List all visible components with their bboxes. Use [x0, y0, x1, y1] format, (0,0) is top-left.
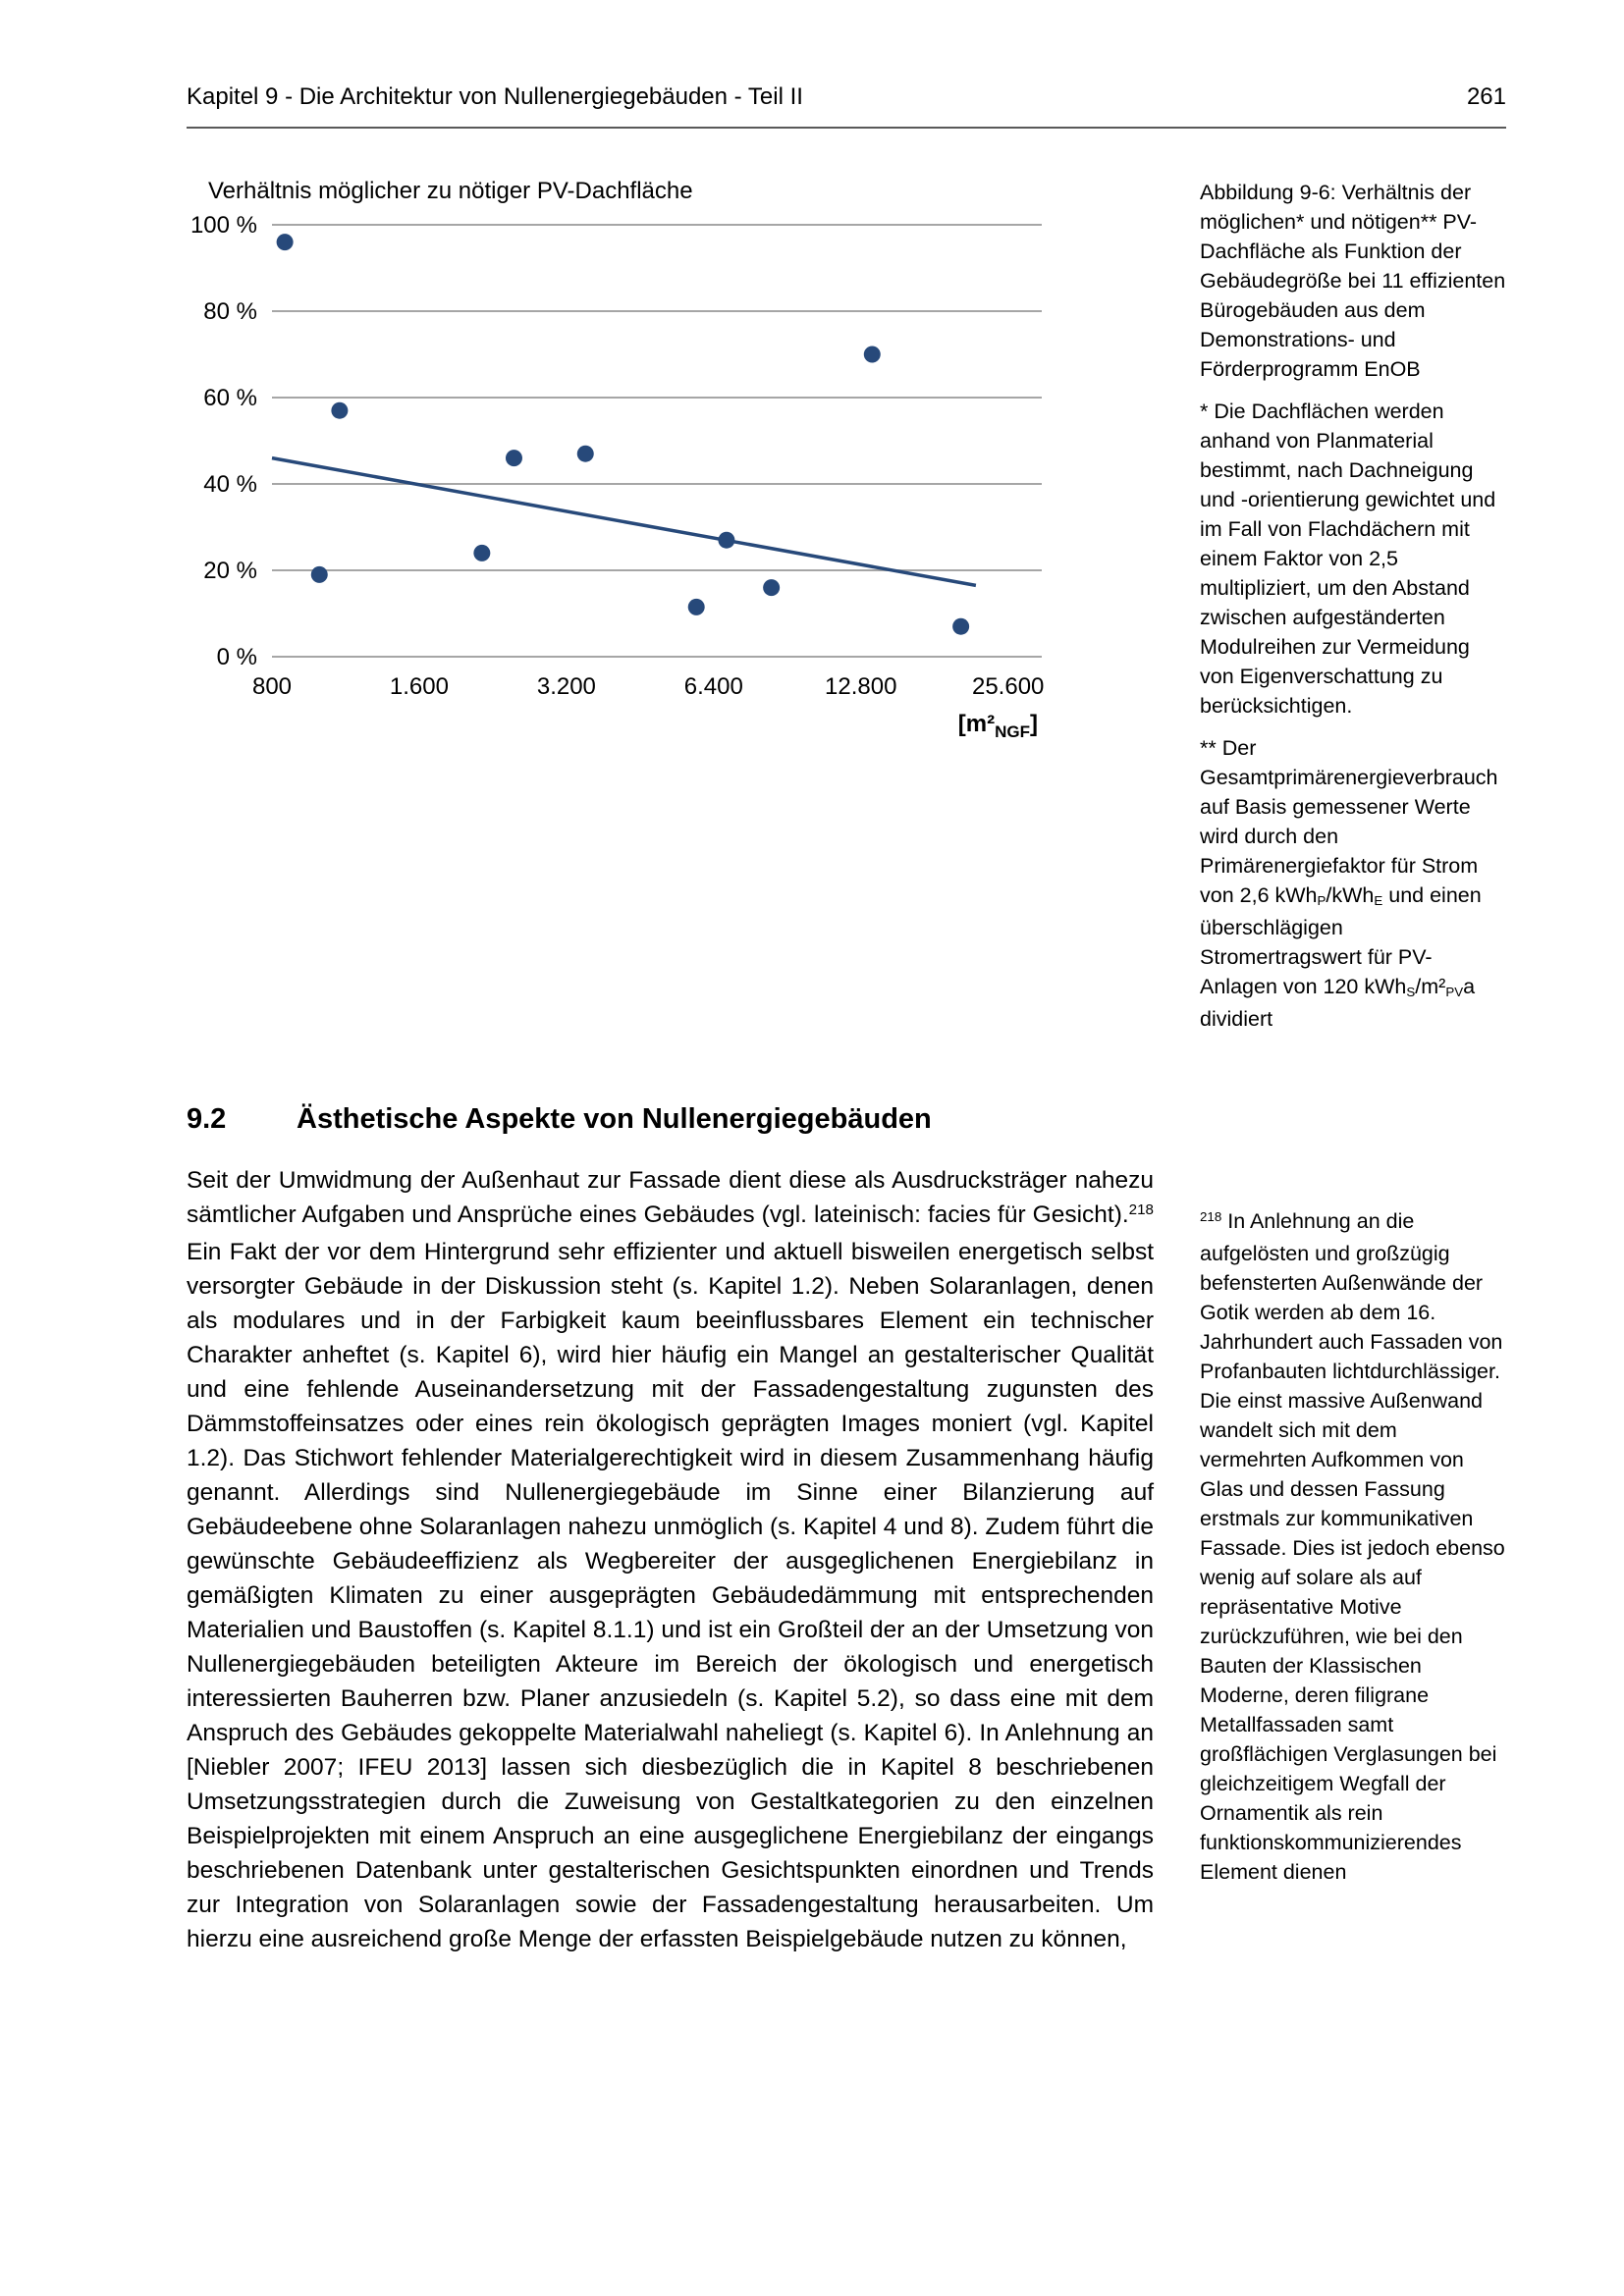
scatter-plot-canvas — [187, 209, 1154, 744]
subscript-s: S — [1406, 985, 1416, 1000]
footnote-text-segment: /kWh — [1326, 883, 1375, 907]
footnote-text-segment: ** Der Gesamtprimärenergieverbrauch auf Basis gemessener Werte wird durch den Primärenergiefaktor für Strom von 2,6 kWh — [1200, 736, 1498, 907]
body-paragraph — [187, 1163, 1154, 1956]
section-number: 9.2 — [187, 1103, 227, 1135]
svg-text:80 %: 80 % — [203, 298, 257, 325]
subscript-p: P — [1317, 893, 1326, 909]
section-title: Ästhetische Aspekte von Nullenergiegebäuden — [297, 1103, 932, 1135]
svg-text:800: 800 — [251, 673, 293, 700]
svg-text:60 %: 60 % — [203, 385, 257, 411]
page-header — [187, 83, 1506, 129]
body-text-segment: Ein Fakt der vor dem Hintergrund sehr effizienter und aktuell bisweilen energetisch selbst versorgter Gebäude in der Diskussion steht (s. Kapitel 1.2). Neben Solaranlagen, denen als modulares und in der Farbigkeit kaum beeinflussbares Element ein technischer Charakter anheftet (s. Kapitel 6), wird hier häufig ein Mangel an gestalterischer Qualität und eine fehlende Auseinandersetzung mit der Fassadengestaltung zugunsten des Dämmstoffeinsatzes oder eines rein ökologisch geprägten Images moniert (vgl. Kapitel 1.2). Das Stichwort fehlender Materialgerechtigkeit wird in diesem Zusammenhang häufig genannt. Allerdings sind Nullenergiegebäude im Sinne einer Bilanzierung auf Gebäudeebene ohne Solaranlagen nahezu unmöglich (s. Kapitel 4 und 8). Zudem führt die gewünschte Gebäudeeffizienz als Wegbereiter der ausgeglichenen Energiebilanz in gemäßigten Klimaten zu einer ausgeprägten Gebäudedämmung mit entsprechenden Materialien und Baustoffen (s. Kapitel 8.1.1) und ist ein Großteil der an der Umsetzung von Nullenergiegebäuden beteiligten Akteure im Bereich der ökologisch und energetisch interessierten Bauherren bzw. Planer anzusiedeln (s. Kapitel 5.2), so dass eine mit dem Anspruch des Gebäudes gekoppelte Materialwahl naheliegt (s. Kapitel 6). In Anlehnung an [Niebler 2007; IFEU 2013] lassen sich diesbezüglich die in Kapitel 8 beschriebenen Umsetzungsstrategien durch die Zuweisung von Gestaltkategorien zu den einzelnen Beispielprojekten mit einem Anspruch an eine ausgeglichene Energiebilanz der eingangs beschriebenen Datenbank unter gestalterischen Gesichtspunkten einordnen und Trends zur Integration von Solaranlagen sowie der Fassadengestaltung herausarbeiten. Um hierzu eine ausreichend große Menge der erfassten Beispielgebäude nutzen zu können, — [187, 1239, 1154, 1952]
svg-text:12.800: 12.800 — [825, 673, 897, 700]
content-row — [187, 1163, 1506, 1956]
chart-title: Verhältnis möglicher zu nötiger PV-Dachfläche — [208, 178, 693, 204]
svg-text:3.200: 3.200 — [536, 673, 596, 700]
svg-text:20 %: 20 % — [203, 558, 257, 584]
figure-footnote-doublestar — [1200, 733, 1506, 1034]
svg-text:1.600: 1.600 — [389, 673, 449, 700]
svg-text:100 %: 100 % — [189, 212, 257, 239]
footnote-text-segment: und einen überschlägigen Stromertragswert für PV-Anlagen von 120 kWh — [1200, 883, 1482, 998]
figure-caption: Abbildung 9-6: Verhältnis der möglichen* und nötigen** PV-Dachfläche als Funktion der Gebäudegröße bei 11 effizienten Bürogebäuden aus dem Demonstrations- und Förderprogramm EnOB — [1200, 181, 1506, 381]
subscript-e: E — [1374, 893, 1383, 909]
margin-note-text: In Anlehnung an die aufgelösten und großzügig befensterten Außenwände der Gotik werden ab dem 16. Jahrhundert auch Fassaden von Profanbauten lichtdurchlässiger. Die einst massive Außenwand wandelt sich mit dem vermehrten Aufkommen von Glas und dessen Fassung erstmals zur kommunikativen Fassade. Dies ist jedoch ebenso wenig auf solare als auf repräsentative Motive zurückzuführen, wie bei den Bauten der Klassischen Moderne, deren filigrane Metallfassaden samt großflächigen Verglasungen bei gleichzeitigem Wegfall der Ornamentik als rein funktionskommunizierendes Element dienen — [1200, 1209, 1505, 1884]
svg-text:[m²NGF]: $[m^2_{NGF}]$ — [957, 711, 1038, 741]
pv-roof-scatter-chart — [187, 178, 1154, 1046]
footnote-ref-218: 218 — [1128, 1201, 1154, 1218]
footnote-text-segment: /m² — [1415, 975, 1446, 998]
running-head: Kapitel 9 - Die Architektur von Nullenergiegebäuden - Teil II — [187, 83, 803, 110]
section-heading — [187, 1103, 1506, 1136]
body-text-segment: Seit der Umwidmung der Außenhaut zur Fassade dient diese als Ausdrucksträger nahezu sämtlicher Aufgaben und Ansprüche eines Gebäudes (vgl. lateinisch: facies für Gesicht). — [187, 1167, 1154, 1228]
figure-footnote-star: * Die Dachflächen werden anhand von Planmaterial bestimmt, nach Dachneigung und -orientierung gewichtet und im Fall von Flachdächern mit einem Faktor von 2,5 multipliziert, um den Abstand zwischen aufgeständerten Modulreihen zur Vermeidung von Eigenverschattung zu berücksichtigen. — [1200, 400, 1496, 718]
svg-text:25.600: 25.600 — [971, 673, 1045, 700]
svg-text:6.400: 6.400 — [683, 673, 743, 700]
margin-note-ref-218: 218 — [1200, 1208, 1222, 1224]
footnote-text-segment: a dividiert — [1200, 975, 1476, 1031]
svg-text:40 %: 40 % — [203, 471, 257, 498]
figure-block — [187, 178, 1506, 1046]
page-number: 261 — [1466, 83, 1506, 110]
figure-sidebar-notes — [1200, 178, 1506, 1046]
margin-note-218 — [1200, 1206, 1506, 1956]
subscript-pv: PV — [1445, 985, 1464, 1000]
svg-text:0 %: 0 % — [216, 644, 257, 670]
